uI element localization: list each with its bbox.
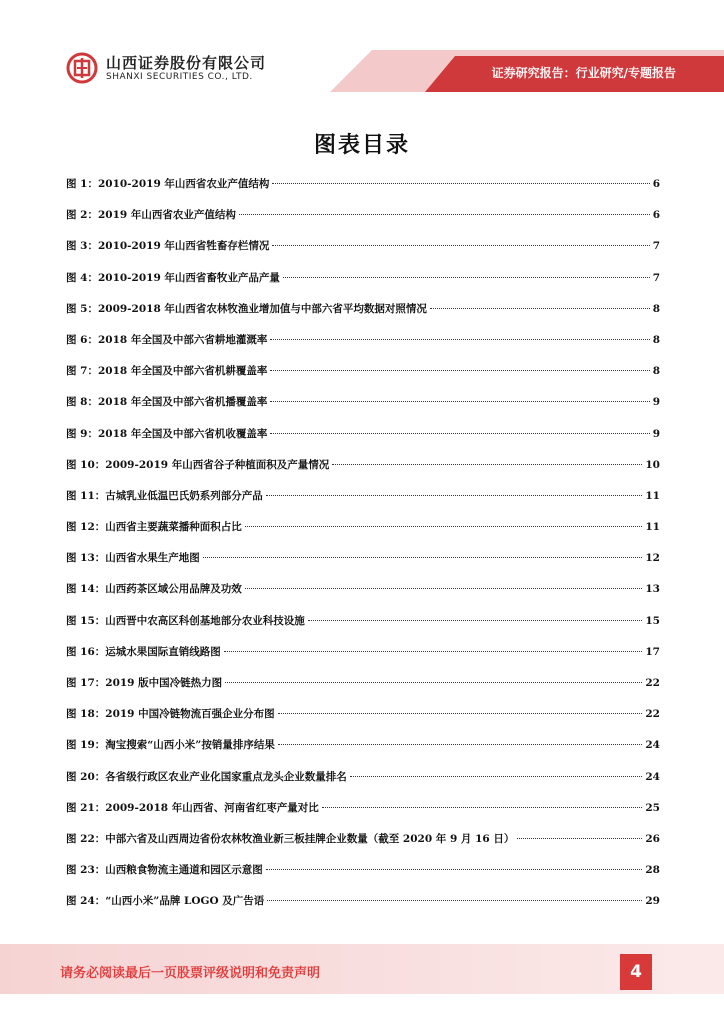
dot-leader [245, 588, 643, 589]
dot-leader [266, 869, 643, 870]
dot-leader [267, 900, 642, 901]
toc-entry-label: 图 14：山西药茶区域公用品牌及功效 [66, 583, 242, 596]
dot-leader [308, 620, 643, 621]
toc-entry-page: 17 [645, 645, 660, 658]
dot-leader [430, 308, 650, 309]
toc-entry-page: 29 [645, 895, 660, 908]
toc-entry[interactable] [66, 831, 660, 862]
toc-entry-page: 15 [645, 614, 660, 627]
toc-entry-page: 8 [652, 302, 660, 315]
company-name-cn: 山西证券股份有限公司 [106, 54, 267, 72]
toc-entry[interactable] [66, 238, 660, 269]
toc-entry-label: 图 24：“山西小米”品牌 LOGO 及广告语 [66, 895, 265, 908]
toc-entry-label: 图 18：2019 中国冷链物流百强企业分布图 [66, 708, 275, 721]
dot-leader [270, 339, 649, 340]
toc-entry-label: 图 10：2009-2019 年山西省谷子种植面积及产量情况 [66, 458, 330, 471]
company-name-en: SHANXI SECURITIES CO., LTD. [106, 72, 253, 82]
toc-entry[interactable] [66, 519, 660, 550]
toc-entry-page: 26 [645, 832, 660, 845]
toc-entry-page: 9 [652, 396, 660, 409]
toc-entry-label: 图 6：2018 年全国及中部六省耕地灌溉率 [66, 333, 268, 346]
toc-entry[interactable] [66, 457, 660, 488]
toc-entry-page: 7 [652, 240, 660, 253]
toc-entry-label: 图 4：2010-2019 年山西省畜牧业产品产量 [66, 271, 280, 284]
dot-leader [270, 401, 649, 402]
toc-entry-label: 图 11：古城乳业低温巴氏奶系列部分产品 [66, 489, 263, 502]
toc-entry-page: 25 [645, 801, 660, 814]
toc-entry-label: 图 16：运城水果国际直销线路图 [66, 645, 221, 658]
dot-leader [332, 464, 642, 465]
dot-leader [322, 807, 643, 808]
report-type: 证券研究报告：行业研究/专题报告 [491, 66, 676, 80]
toc-entry-label: 图 5：2009-2018 年山西省农林牧渔业增加值与中部六省平均数据对照情况 [66, 302, 427, 315]
toc-entry-page: 22 [645, 677, 660, 689]
toc-entry[interactable] [66, 737, 660, 768]
toc-entry-label: 图 19：淘宝搜索“山西小米”按销量排序结果 [66, 739, 275, 752]
toc-entry-page: 9 [652, 427, 660, 440]
toc-entry-page: 10 [645, 458, 660, 471]
dot-leader [350, 776, 643, 777]
toc-entry[interactable] [66, 581, 660, 612]
dot-leader [224, 651, 643, 652]
figure-list [66, 176, 660, 925]
toc-entry-label: 图 2：2019 年山西省农业产值结构 [66, 209, 236, 222]
dot-leader [283, 277, 650, 278]
toc-entry[interactable] [66, 301, 660, 332]
toc-entry-label: 图 17：2019 版中国冷链热力图 [66, 677, 223, 689]
toc-entry-page: 12 [645, 552, 660, 565]
toc-entry-page: 28 [645, 864, 660, 877]
dot-leader [270, 433, 649, 434]
toc-entry[interactable] [66, 862, 660, 893]
toc-entry[interactable] [66, 176, 660, 207]
toc-entry[interactable] [66, 675, 660, 706]
shanxi-securities-logo-icon [66, 52, 98, 84]
toc-entry[interactable] [66, 363, 660, 394]
toc-entry-page: 24 [645, 770, 660, 783]
toc-entry-label: 图 8：2018 年全国及中部六省机播覆盖率 [66, 396, 268, 409]
toc-entry-label: 图 23：山西粮食物流主通道和园区示意图 [66, 864, 263, 877]
toc-entry-page: 22 [645, 708, 660, 721]
dot-leader [245, 526, 643, 527]
toc-entry-page: 7 [652, 271, 660, 284]
toc-entry-page: 8 [652, 365, 660, 378]
toc-entry-label: 图 13：山西省水果生产地图 [66, 552, 200, 565]
page-number: 4 [620, 954, 652, 990]
toc-entry[interactable] [66, 426, 660, 457]
toc-entry-label: 图 1：2010-2019 年山西省农业产值结构 [66, 178, 270, 190]
dot-leader [517, 838, 642, 839]
toc-entry-page: 11 [645, 489, 660, 502]
toc-entry-page: 8 [652, 333, 660, 346]
toc-entry-page: 6 [652, 209, 660, 222]
dot-leader [270, 370, 649, 371]
dot-leader [239, 214, 650, 215]
toc-entry[interactable] [66, 893, 660, 924]
toc-entry[interactable] [66, 394, 660, 425]
toc-entry[interactable] [66, 550, 660, 581]
toc-entry[interactable] [66, 332, 660, 363]
toc-entry-page: 6 [652, 178, 660, 190]
toc-entry-label: 图 9：2018 年全国及中部六省机收覆盖率 [66, 427, 268, 440]
toc-entry-label: 图 7：2018 年全国及中部六省机耕覆盖率 [66, 365, 268, 378]
dot-leader [203, 557, 643, 558]
toc-entry-label: 图 3：2010-2019 年山西省牲畜存栏情况 [66, 240, 270, 253]
toc-entry[interactable] [66, 613, 660, 644]
dot-leader [272, 183, 649, 184]
disclaimer-note: 请务必阅读最后一页股票评级说明和免责声明 [60, 966, 321, 981]
toc-entry-page: 24 [645, 739, 660, 752]
dot-leader [278, 713, 643, 714]
page-header [0, 0, 724, 92]
dot-leader [225, 682, 642, 683]
toc-entry-page: 11 [645, 521, 660, 534]
toc-entry[interactable] [66, 769, 660, 800]
dot-leader [272, 245, 649, 246]
toc-entry[interactable] [66, 207, 660, 238]
toc-entry-label: 图 22：中部六省及山西周边省份农林牧渔业新三板挂牌企业数量（截至 2020 年 9 月 16 日） [66, 832, 515, 845]
toc-entry[interactable] [66, 488, 660, 519]
toc-entry-label: 图 15：山西晋中农高区科创基地部分农业科技设施 [66, 614, 305, 627]
toc-entry-label: 图 21：2009-2018 年山西省、河南省红枣产量对比 [66, 801, 319, 814]
toc-entry-label: 图 12：山西省主要蔬菜播种面积占比 [66, 521, 242, 534]
toc-entry[interactable] [66, 706, 660, 737]
toc-entry-label: 图 20：各省级行政区农业产业化国家重点龙头企业数量排名 [66, 770, 347, 783]
page-title: 图表目录 [313, 133, 410, 158]
toc-entry[interactable] [66, 644, 660, 675]
toc-entry[interactable] [66, 800, 660, 831]
toc-entry-page: 13 [645, 583, 660, 596]
toc-entry[interactable] [66, 270, 660, 301]
dot-leader [266, 495, 643, 496]
dot-leader [278, 744, 643, 745]
